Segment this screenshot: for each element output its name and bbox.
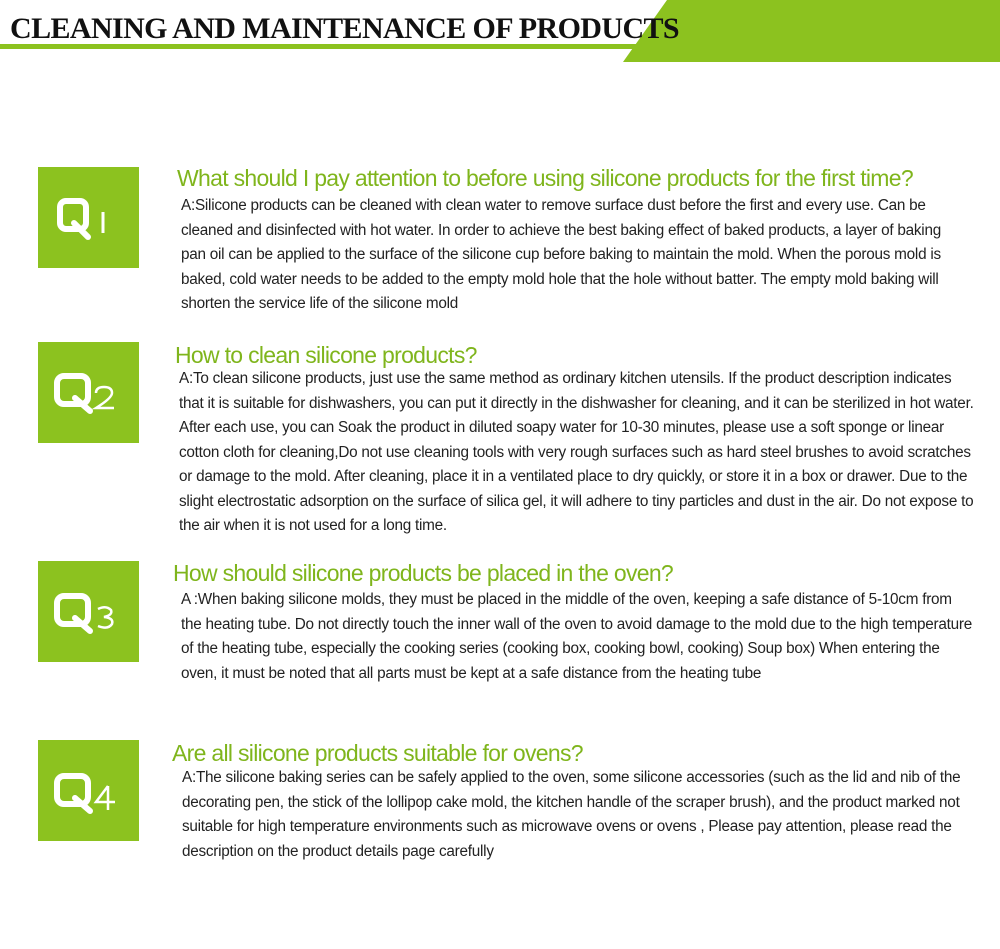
q1-badge <box>38 167 139 268</box>
q3-question: How should silicone products be placed in the oven? <box>173 560 674 586</box>
q3-icon <box>38 561 139 662</box>
q2-icon <box>38 342 139 443</box>
q3-answer: A :When baking silicone molds, they must be placed in the middle of the oven, keeping a safe distance of 5-10cm from the heating tube. Do not directly touch the inner wall of the oven to avoid damage to the mold due to the high temperature of the heating tube, especially the cooking series (cooking box, cooking bowl, cooking) Soup box) When entering the oven, it must be noted that all parts must be kept at a safe distance from the heating tube <box>181 591 972 682</box>
page-title: CLEANING AND MAINTENANCE OF PRODUCTS <box>10 12 680 45</box>
q3-badge <box>38 561 139 662</box>
q2-badge <box>38 342 139 443</box>
q1-icon <box>38 167 139 268</box>
q2-answer: A:To clean silicone products, just use the same method as ordinary kitchen utensils. If the product description indicates that it is suitable for dishwashers, you can put it directly in the dishwasher for cleaning, and it can be sterilized in hot water. After each use, you can Soak the product in diluted soapy water for 10-30 minutes, please use a soft sponge or linear cotton cloth for cleaning,Do not use cleaning tools with very rough surfaces such as hard steel brushes to avoid scratches or damage to the mold. After cleaning, place it in a ventilated place to dry quickly, or store it in a box or drawer. Due to the slight electrostatic adsorption on the surface of silica gel, it will adhere to tiny particles and dust in the air. Do not expose to the air when it is not used for a long time. <box>179 370 974 534</box>
q4-question: Are all silicone products suitable for ovens? <box>172 740 583 766</box>
q1-answer: A:Silicone products can be cleaned with clean water to remove surface dust before the first and every use. Can be cleaned and disinfected with hot water. In order to achieve the best baking effect of baked products, a layer of baking pan oil can be applied to the surface of the silicone cup before baking to maintain the mold. When the porous mold is baked, cold water needs to be added to the empty mold hole that the hole without batter. The empty mold baking will shorten the service life of the silicone mold <box>181 197 941 312</box>
q1-question: What should I pay attention to before using silicone products for the first time? <box>177 165 913 191</box>
q4-icon <box>38 740 139 841</box>
header-banner <box>0 0 1000 62</box>
q4-answer: A:The silicone baking series can be safely applied to the oven, some silicone accessories (such as the lid and nib of the decorating pen, the stick of the lollipop cake mold, the kitchen handle of the scraper brush), and the product marked not suitable for high temperature environments such as microwave ovens or ovens , Please pay attention, please read the description on the product details page carefully <box>182 769 961 860</box>
q4-badge <box>38 740 139 841</box>
q2-question: How to clean silicone products? <box>175 342 477 368</box>
